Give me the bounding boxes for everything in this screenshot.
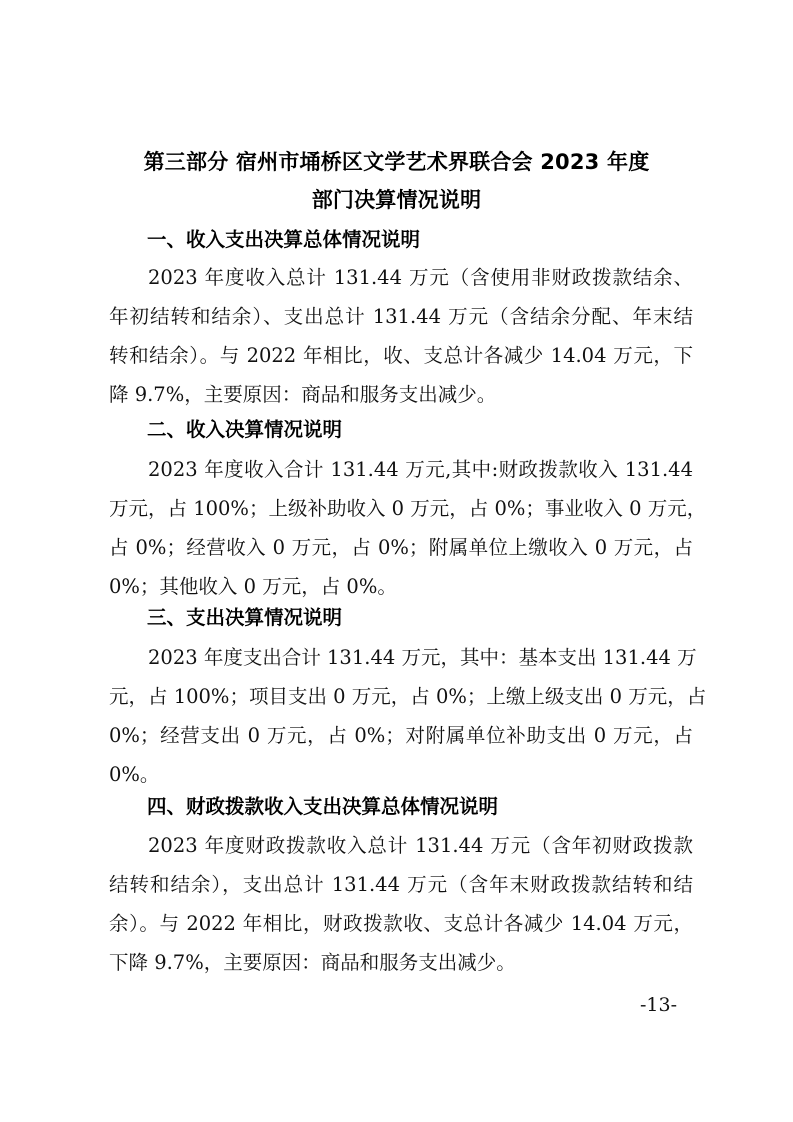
paragraph-line: 2023 年度支出合计 131.44 万元，其中：基本支出 131.44 万 xyxy=(148,646,697,669)
section-paragraph-2 xyxy=(109,450,707,606)
paragraph-line: 0%；其他收入 0 万元，占 0%。 xyxy=(109,575,397,598)
section-heading-3: 三、支出决算情况说明 xyxy=(147,606,343,629)
paragraph-line: 转和结余）。与 2022 年相比，收、支总计各减少 14.04 万元，下 xyxy=(109,344,693,367)
paragraph-line: 年初结转和结余）、支出总计 131.44 万元（含结余分配、年末结 xyxy=(109,305,693,328)
paragraph-line: 2023 年度收入总计 131.44 万元（含使用非财政拨款结余、 xyxy=(148,266,693,289)
page-title-line-1: 第三部分 宿州市埇桥区文学艺术界联合会 2023 年度 xyxy=(143,150,650,174)
section-paragraph-1 xyxy=(109,258,693,414)
paragraph-line: 余）。与 2022 年相比，财政拨款收、支总计各减少 14.04 万元， xyxy=(109,912,693,935)
paragraph-line: 0%；经营支出 0 万元，占 0%；对附属单位补助支出 0 万元，占 xyxy=(109,724,693,747)
paragraph-line: 0%。 xyxy=(109,763,160,786)
page-title-line-2: 部门决算情况说明 xyxy=(311,188,482,212)
section-heading-1: 一、收入支出决算总体情况说明 xyxy=(147,228,421,251)
paragraph-line: 2023 年度财政拨款收入总计 131.44 万元（含年初财政拨款 xyxy=(148,834,693,857)
paragraph-line: 降 9.7%，主要原因：商品和服务支出减少。 xyxy=(109,383,497,406)
paragraph-line: 下降 9.7%，主要原因：商品和服务支出减少。 xyxy=(109,951,516,974)
paragraph-line: 万元，占 100%；上级补助收入 0 万元，占 0%；事业收入 0 万元， xyxy=(109,497,707,520)
page-number: -13- xyxy=(640,994,678,1016)
paragraph-line: 占 0%；经营收入 0 万元，占 0%；附属单位上缴收入 0 万元，占 xyxy=(109,536,693,559)
section-heading-2: 二、收入决算情况说明 xyxy=(147,418,343,441)
paragraph-line: 结转和结余），支出总计 131.44 万元（含年末财政拨款结转和结 xyxy=(109,873,693,896)
section-paragraph-3 xyxy=(109,638,707,794)
section-paragraph-4 xyxy=(109,826,693,982)
paragraph-line: 2023 年度收入合计 131.44 万元,其中:财政拨款收入 131.44 xyxy=(148,458,693,481)
paragraph-line: 元，占 100%；项目支出 0 万元，占 0%；上缴上级支出 0 万元，占 xyxy=(109,685,707,708)
section-heading-4: 四、财政拨款收入支出决算总体情况说明 xyxy=(147,795,499,818)
